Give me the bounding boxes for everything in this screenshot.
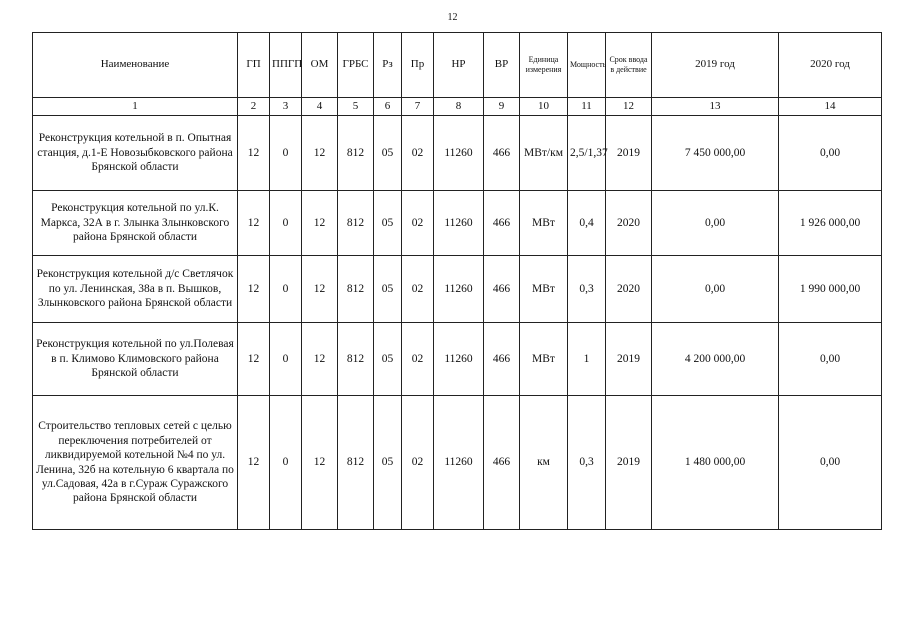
table-row — [33, 191, 882, 256]
cell-2020: 1 926 000,00 — [779, 191, 882, 256]
cell-om: 12 — [302, 191, 338, 256]
cell-term: 2019 — [606, 116, 652, 191]
cell-ppgp: 0 — [270, 256, 302, 323]
column-number: 8 — [434, 98, 484, 116]
column-number: 13 — [652, 98, 779, 116]
col-header-nr: НР — [434, 33, 484, 98]
cell-name: Реконструкция котельной по ул.К. Маркса, 32А в г. Злынка Злынковского района Брянской области — [33, 191, 238, 256]
col-header-2020: 2020 год — [779, 33, 882, 98]
budget-table — [32, 32, 882, 530]
cell-rz: 05 — [374, 116, 402, 191]
cell-term: 2020 — [606, 191, 652, 256]
cell-nr: 11260 — [434, 323, 484, 396]
col-header-rz: Рз — [374, 33, 402, 98]
column-number: 11 — [568, 98, 606, 116]
column-number: 14 — [779, 98, 882, 116]
cell-unit: МВт — [520, 191, 568, 256]
cell-vr: 466 — [484, 256, 520, 323]
column-number: 3 — [270, 98, 302, 116]
table-row — [33, 323, 882, 396]
cell-term: 2019 — [606, 323, 652, 396]
cell-grbs: 812 — [338, 256, 374, 323]
cell-pr: 02 — [402, 116, 434, 191]
cell-nr: 11260 — [434, 116, 484, 191]
col-header-gp: ГП — [238, 33, 270, 98]
cell-name: Строительство тепловых сетей с целью переключения потребителей от ликвидируемой котельной №4 по ул. Ленина, 32б на котельную 6 квартала по ул.Садовая, 42а в г.Сураж Суражского района Брянской области — [33, 396, 238, 530]
cell-grbs: 812 — [338, 116, 374, 191]
cell-pr: 02 — [402, 191, 434, 256]
page-number: 12 — [447, 12, 458, 23]
table-row — [33, 256, 882, 323]
cell-term: 2019 — [606, 396, 652, 530]
column-number: 12 — [606, 98, 652, 116]
cell-vr: 466 — [484, 396, 520, 530]
column-number: 4 — [302, 98, 338, 116]
cell-2020: 0,00 — [779, 396, 882, 530]
column-number-row — [33, 98, 882, 116]
cell-unit: МВт/км — [520, 116, 568, 191]
cell-nr: 11260 — [434, 256, 484, 323]
cell-2019: 0,00 — [652, 191, 779, 256]
cell-rz: 05 — [374, 256, 402, 323]
cell-gp: 12 — [238, 116, 270, 191]
cell-pr: 02 — [402, 396, 434, 530]
cell-rz: 05 — [374, 191, 402, 256]
cell-om: 12 — [302, 256, 338, 323]
cell-grbs: 812 — [338, 191, 374, 256]
column-number: 7 — [402, 98, 434, 116]
cell-name: Реконструкция котельной по ул.Полевая в п. Климово Климовского района Брянской области — [33, 323, 238, 396]
cell-nr: 11260 — [434, 396, 484, 530]
column-number: 1 — [33, 98, 238, 116]
cell-pr: 02 — [402, 323, 434, 396]
cell-ppgp: 0 — [270, 191, 302, 256]
col-header-term: Срок ввода в действие — [606, 33, 652, 98]
cell-ppgp: 0 — [270, 323, 302, 396]
table-row — [33, 396, 882, 530]
cell-vr: 466 — [484, 323, 520, 396]
cell-grbs: 812 — [338, 323, 374, 396]
cell-power: 1 — [568, 323, 606, 396]
col-header-name: Наименование — [33, 33, 238, 98]
col-header-power: Мощность — [568, 33, 606, 98]
cell-grbs: 812 — [338, 396, 374, 530]
col-header-2019: 2019 год — [652, 33, 779, 98]
column-number: 5 — [338, 98, 374, 116]
col-header-vr: ВР — [484, 33, 520, 98]
cell-2019: 7 450 000,00 — [652, 116, 779, 191]
cell-rz: 05 — [374, 396, 402, 530]
cell-name: Реконструкция котельной д/с Светлячок по ул. Ленинская, 38а в п. Вышков, Злынковского района Брянской области — [33, 256, 238, 323]
table-row — [33, 116, 882, 191]
cell-unit: МВт — [520, 256, 568, 323]
cell-nr: 11260 — [434, 191, 484, 256]
cell-name: Реконструкция котельной в п. Опытная станция, д.1-Е Новозыбковского района Брянской области — [33, 116, 238, 191]
column-number: 10 — [520, 98, 568, 116]
cell-power: 0,3 — [568, 256, 606, 323]
header-row — [33, 33, 882, 98]
cell-2020: 0,00 — [779, 116, 882, 191]
col-header-unit: Единица измерения — [520, 33, 568, 98]
col-header-pr: Пр — [402, 33, 434, 98]
cell-ppgp: 0 — [270, 396, 302, 530]
cell-ppgp: 0 — [270, 116, 302, 191]
cell-unit: км — [520, 396, 568, 530]
cell-vr: 466 — [484, 116, 520, 191]
cell-term: 2020 — [606, 256, 652, 323]
cell-om: 12 — [302, 323, 338, 396]
cell-gp: 12 — [238, 191, 270, 256]
cell-om: 12 — [302, 116, 338, 191]
cell-power: 0,4 — [568, 191, 606, 256]
column-number: 9 — [484, 98, 520, 116]
cell-gp: 12 — [238, 323, 270, 396]
cell-2019: 1 480 000,00 — [652, 396, 779, 530]
cell-2020: 1 990 000,00 — [779, 256, 882, 323]
cell-gp: 12 — [238, 396, 270, 530]
cell-vr: 466 — [484, 191, 520, 256]
cell-2020: 0,00 — [779, 323, 882, 396]
col-header-ppgp: ППГП — [270, 33, 302, 98]
cell-rz: 05 — [374, 323, 402, 396]
cell-unit: МВт — [520, 323, 568, 396]
cell-power: 0,3 — [568, 396, 606, 530]
col-header-grbs: ГРБС — [338, 33, 374, 98]
cell-pr: 02 — [402, 256, 434, 323]
column-number: 6 — [374, 98, 402, 116]
cell-2019: 0,00 — [652, 256, 779, 323]
col-header-om: ОМ — [302, 33, 338, 98]
cell-2019: 4 200 000,00 — [652, 323, 779, 396]
cell-om: 12 — [302, 396, 338, 530]
column-number: 2 — [238, 98, 270, 116]
cell-power: 2,5/1,37 — [568, 116, 606, 191]
cell-gp: 12 — [238, 256, 270, 323]
